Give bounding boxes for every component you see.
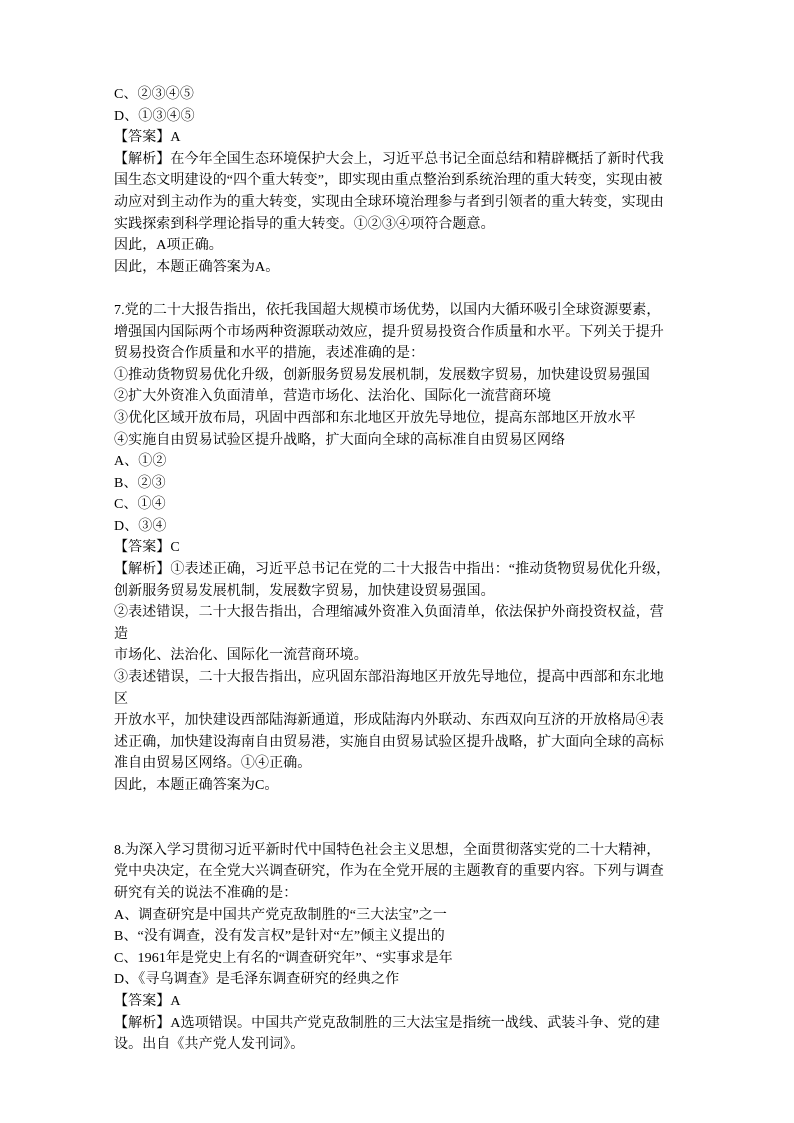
document-content (114, 84, 684, 1056)
text-line (114, 278, 684, 300)
text-line: 8.为深入学习贯彻习近平新时代中国特色社会主义思想，全面贯彻落实党的二十大精神， (114, 842, 661, 858)
text-line: 动应对到主动作为的重大转变，实现由全球环境治理参与者到引领者的重大转变，实现由 (114, 194, 664, 210)
text-line: 设。出自《共产党人发刊词》。 (114, 1037, 305, 1053)
text-line: 市场化、法治化、国际化一流营商环境。 (114, 648, 368, 664)
text-line: C、1961年是党史上有名的“调查研究年”、“实事求是年 (114, 950, 453, 966)
text-line: 创新服务贸易发展机制，发展数字贸易，加快建设贸易强国。 (114, 583, 495, 599)
text-line: 国生态文明建设的“四个重大转变”，即实现由重点整治到系统治理的重大转变，实现由被 (114, 173, 663, 189)
text-line: 因此，本题正确答案为A。 (114, 259, 280, 275)
text-line: ②扩大外资准入负面清单，营造市场化、法治化、国际化一流营商环境 (114, 389, 552, 405)
text-line: 【解析】A选项错误。中国共产党克敌制胜的三大法宝是指统一战线、武装斗争、党的建 (114, 1015, 661, 1031)
text-line: 党中央决定，在全党大兴调查研究，作为在全党开展的主题教育的重要内容。下列与调查 (114, 864, 664, 880)
text-line (114, 797, 684, 819)
text-line: ④实施自由贸易试验区提升战略，扩大面向全球的高标准自由贸易区网络 (114, 432, 566, 448)
text-line: A、①② (114, 454, 167, 470)
text-line: 区 (114, 691, 129, 707)
text-line: 【解析】在今年全国生态环境保护大会上，习近平总书记全面总结和精辟概括了新时代我 (114, 151, 664, 167)
text-line: 研究有关的说法不准确的是： (114, 885, 298, 901)
text-line: B、②③ (114, 475, 166, 491)
text-line: 实践探索到科学理论指导的重大转变。①②③④项符合题意。 (114, 216, 495, 232)
text-line: A、调查研究是中国共产党克敌制胜的“三大法宝”之一 (114, 907, 448, 923)
text-line: 7.党的二十大报告指出，依托我国超大规模市场优势，以国内大循环吸引全球资源要素， (114, 302, 661, 318)
text-line: D、①③④⑤ (114, 108, 195, 124)
text-line: 【解析】①表述正确，习近平总书记在党的二十大报告中指出：“推动货物贸易优化升级， (114, 562, 671, 578)
text-line (114, 818, 684, 840)
text-line: 【答案】A (114, 130, 181, 146)
text-line: 增强国内国际两个市场两种资源联动效应，提升贸易投资合作质量和水平。下列关于提升 (114, 324, 664, 340)
text-line: 述正确，加快建设海南自由贸易港，实施自由贸易试验区提升战略，扩大面向全球的高标 (114, 734, 664, 750)
text-line: C、②③④⑤ (114, 87, 194, 102)
text-line: B、“没有调查，没有发言权”是针对“左”倾主义提出的 (114, 929, 445, 945)
text-line: 【答案】A (114, 993, 181, 1009)
text-line: D、③④ (114, 518, 167, 534)
text-line: ②表述错误，二十大报告指出，合理缩减外资准入负面清单，依法保护外商投资权益，营 (114, 605, 664, 621)
text-line: 因此，A项正确。 (114, 238, 223, 254)
text-line: ①推动货物贸易优化升级，创新服务贸易发展机制，发展数字贸易，加快建设贸易强国 (114, 367, 650, 383)
text-line: ③表述错误，二十大报告指出，应巩固东部沿海地区开放先导地位，提高中西部和东北地 (114, 670, 664, 686)
text-line: ③优化区域开放布局，巩固中西部和东北地区开放先导地位，提高东部地区开放水平 (114, 410, 636, 426)
text-line: C、①④ (114, 497, 166, 513)
text-line: D、《寻乌调查》是毛泽东调查研究的经典之作 (114, 972, 400, 988)
text-line: 准自由贸易区网络。①④正确。 (114, 756, 312, 772)
text-line: 开放水平，加快建设西部陆海新通道，形成陆海内外联动、东西双向互济的开放格局④表 (114, 713, 664, 729)
text-line: 贸易投资合作质量和水平的措施，表述准确的是： (114, 346, 425, 362)
text-line: 造 (114, 626, 129, 642)
text-line: 【答案】C (114, 540, 180, 556)
text-line: 因此，本题正确答案为C。 (114, 778, 279, 793)
